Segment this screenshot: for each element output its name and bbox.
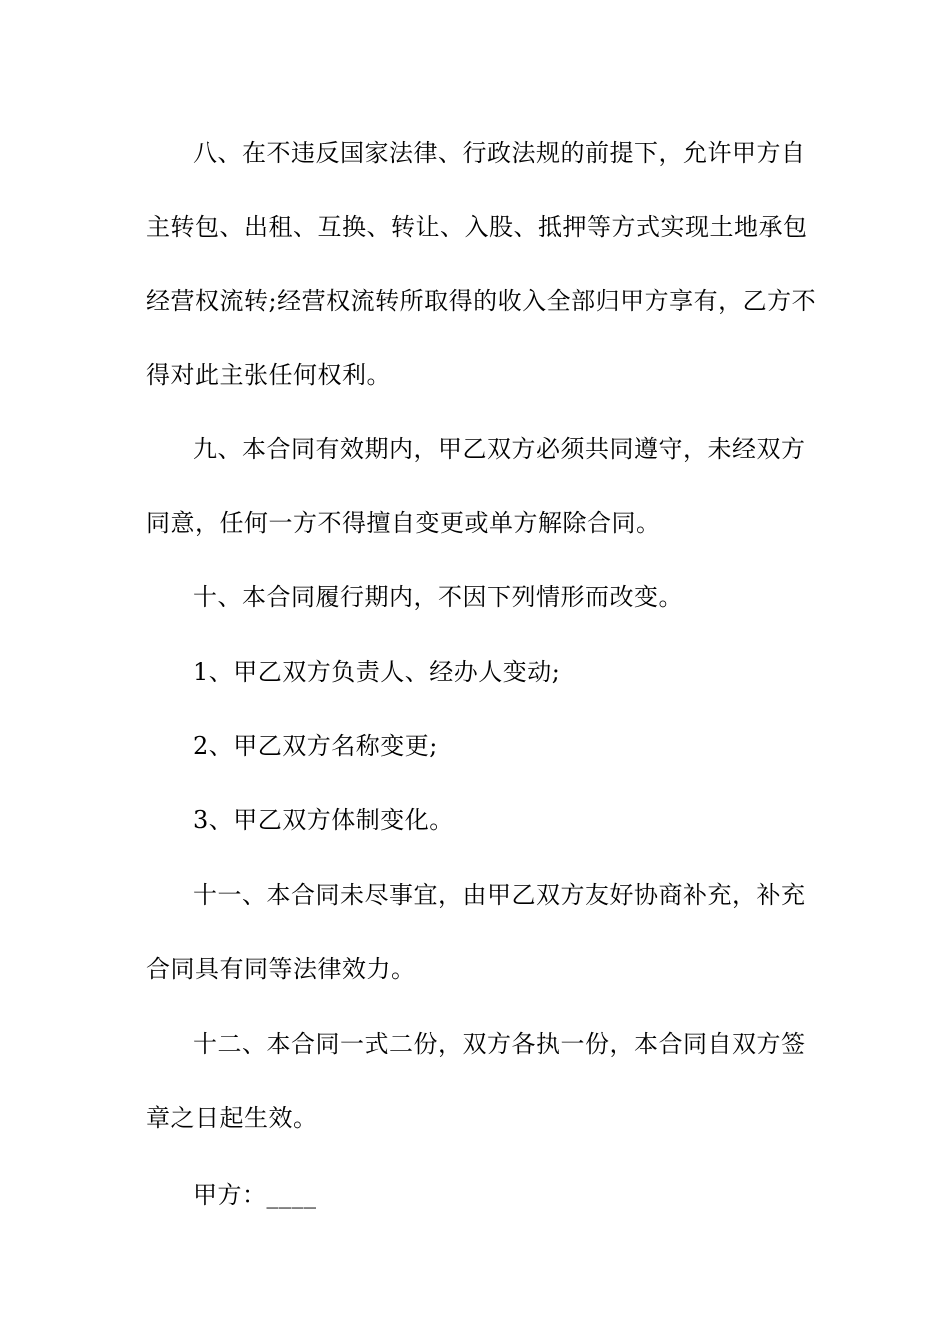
- clause-12-line-2: 章之日起生效。: [146, 1104, 318, 1132]
- clause-9-line-2: 同意，任何一方不得擅自变更或单方解除合同。: [146, 509, 661, 537]
- clause-10-item-3: 3、甲乙双方体制变化。: [193, 806, 454, 834]
- party-a-signature-line: 甲方：____: [193, 1181, 317, 1209]
- clause-9-line-1: 九、本合同有效期内，甲乙双方必须共同遵守，未经双方: [193, 435, 806, 463]
- clause-10-item-2: 2、甲乙双方名称变更;: [193, 732, 438, 760]
- clause-8-line-4: 得对此主张任何权利。: [146, 361, 391, 389]
- clause-10-item-1: 1、甲乙双方负责人、经办人变动;: [193, 658, 561, 686]
- clause-12-line-1: 十二、本合同一式二份，双方各执一份，本合同自双方签: [193, 1030, 806, 1058]
- clause-11-line-2: 合同具有同等法律效力。: [146, 955, 416, 983]
- clause-11-line-1: 十一、本合同未尽事宜，由甲乙双方友好协商补充，补充: [193, 881, 806, 909]
- clause-8-line-1: 八、在不违反国家法律、行政法规的前提下，允许甲方自: [193, 139, 806, 167]
- clause-10-line-1: 十、本合同履行期内，不因下列情形而改变。: [193, 583, 683, 611]
- clause-8-line-3: 经营权流转;经营权流转所取得的收入全部归甲方享有，乙方不: [146, 287, 817, 315]
- clause-8-line-2: 主转包、出租、互换、转让、入股、抵押等方式实现土地承包: [146, 213, 808, 241]
